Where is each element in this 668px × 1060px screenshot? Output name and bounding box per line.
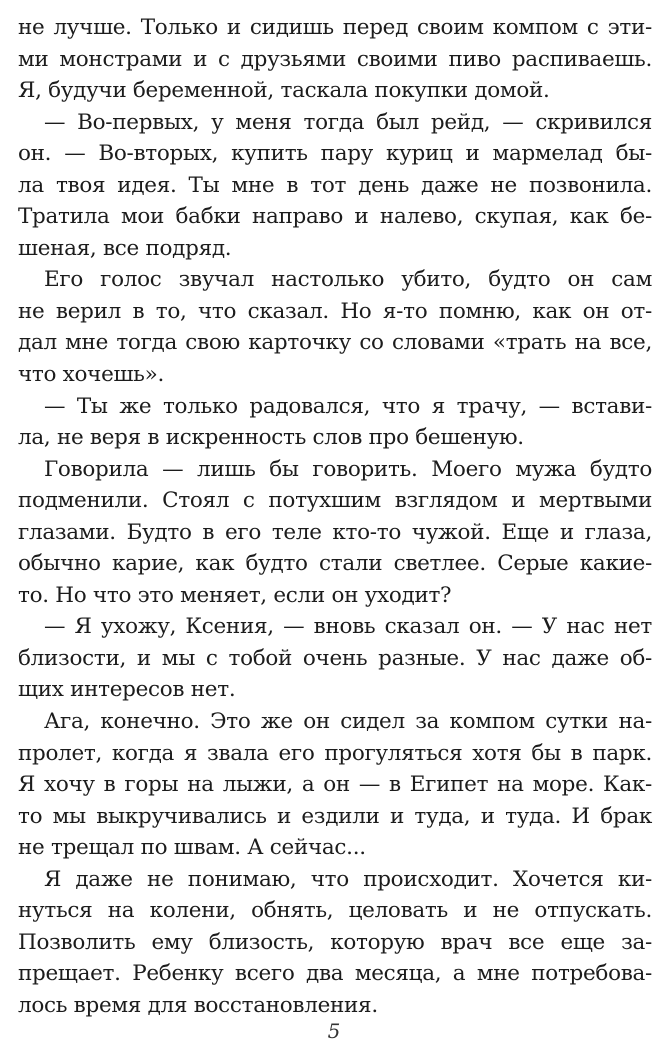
text-line: ла, не веря в искренность слов про бешеную.: [18, 425, 524, 451]
text-line: Позволить ему близость, которую врач все еще за-: [18, 929, 652, 955]
text-line: дал мне тогда свою карточку со словами «трать на все,: [18, 330, 652, 356]
text-line: ми монстрами и с друзьями своими пиво распиваешь.: [18, 46, 652, 72]
text-line: что хочешь».: [18, 362, 164, 388]
text-line: Я даже не понимаю, что происходит. Хочется ки-: [44, 866, 652, 892]
text-line: нуться на колени, обнять, целовать и не отпускать.: [18, 898, 652, 924]
text-line: ла твоя идея. Ты мне в тот день даже не позвонила.: [18, 172, 652, 198]
text-line: Я, будучи беременной, таскала покупки домой.: [18, 78, 550, 104]
text-line: прещает. Ребенку всего два месяца, а мне потребова-: [18, 961, 652, 987]
text-line: — Я ухожу, Ксения, — вновь сказал он. — У нас нет: [44, 614, 652, 640]
text-line: Его голос звучал настолько убито, будто он сам: [44, 267, 652, 293]
text-line: обычно карие, как будто стали светлее. Серые какие-: [18, 551, 652, 577]
text-line: он. — Во-вторых, купить пару куриц и мармелад бы-: [18, 141, 652, 167]
text-line: шеная, все подряд.: [18, 235, 232, 261]
text-line: то мы выкручивались и ездили и туда, и туда. И брак: [18, 803, 652, 829]
text-line: не верил в то, что сказал. Но я-то помню, как он от-: [18, 298, 652, 324]
text-line: не трещал по швам. А сейчас...: [18, 835, 366, 861]
text-line: щих интересов нет.: [18, 677, 236, 703]
text-line: пролет, когда я звала его прогуляться хотя бы в парк.: [18, 740, 652, 766]
text-line: Тратила мои бабки направо и налево, скупая, как бе-: [18, 204, 652, 230]
text-line: Говорила — лишь бы говорить. Моего мужа будто: [44, 456, 652, 482]
text-line: не лучше. Только и сидишь перед своим компом с эти-: [18, 15, 652, 40]
text-line: — Ты же только радовался, что я трачу, — встави-: [44, 393, 652, 419]
text-line: подменили. Стоял с потухшим взглядом и мертвыми: [18, 488, 652, 514]
text-line: близости, и мы с тобой очень разные. У нас даже об-: [18, 645, 652, 671]
page-number: 5: [327, 1019, 341, 1043]
text-line: то. Но что это меняет, если он уходит?: [18, 582, 452, 608]
body-text: [18, 12, 652, 1022]
text-line: — Во-первых, у меня тогда был рейд, — скривился: [44, 109, 652, 135]
text-line: Ага, конечно. Это же он сидел за компом сутки на-: [44, 709, 652, 735]
text-line: Я хочу в горы на лыжи, а он — в Египет на море. Как-: [18, 772, 652, 798]
text-line: лось время для восстановления.: [18, 992, 378, 1018]
text-line: глазами. Будто в его теле кто-то чужой. Еще и глаза,: [18, 519, 652, 545]
